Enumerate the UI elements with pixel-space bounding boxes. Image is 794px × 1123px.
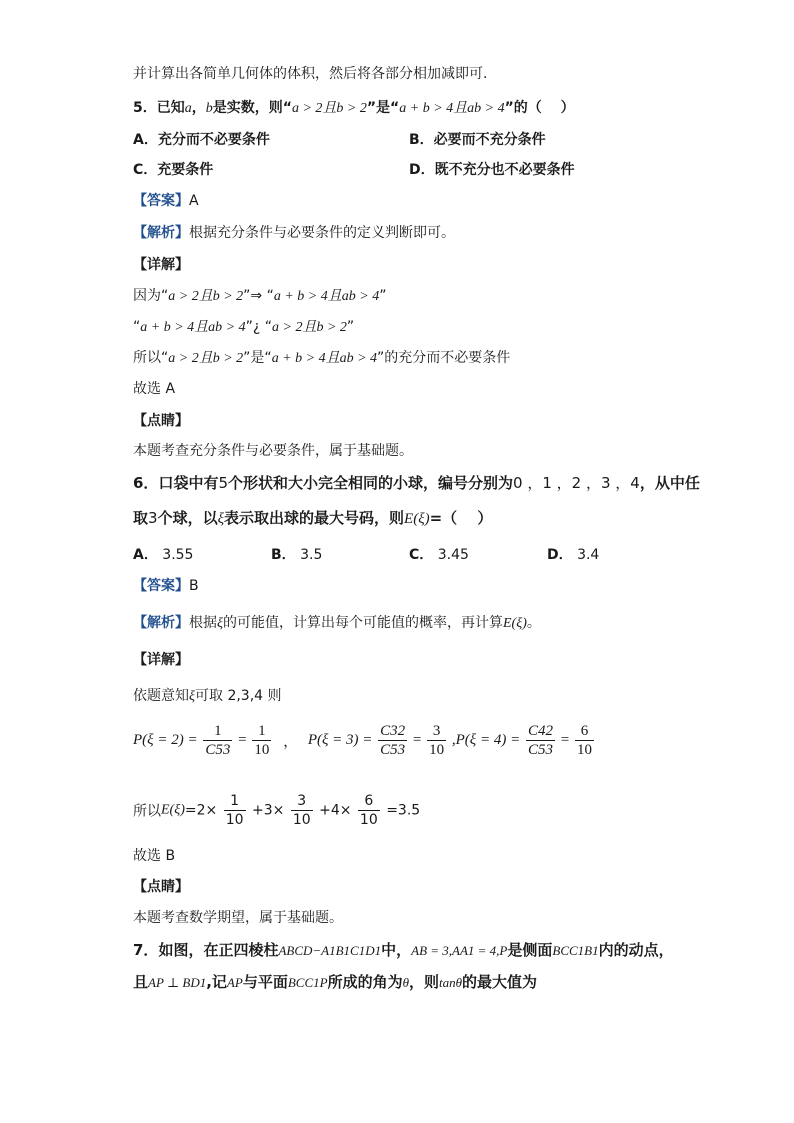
formula-lhs: ,P(ξ = 4) = (451, 732, 521, 748)
math-expression: AP (226, 975, 243, 990)
option-text: 3.5 (300, 547, 323, 563)
detail-text: ” (346, 319, 355, 335)
stem-text: 是实数，则“ (212, 100, 292, 116)
fraction (358, 792, 380, 829)
stem-text: 表示取出球的最大号码，则 (224, 509, 405, 527)
detail-line-1 (133, 686, 282, 707)
math-condition: a > 2且b > 2 (168, 351, 244, 366)
math-var: θ (402, 975, 409, 990)
fraction (378, 722, 407, 759)
option-c (409, 545, 469, 565)
math-condition: a > 2且b > 2 (272, 320, 347, 335)
math-var: ξ (217, 616, 223, 631)
math-expression: BCC1B1 (552, 943, 599, 958)
math-condition: a + b > 4且ab > 4 (273, 289, 380, 304)
fraction (252, 722, 271, 759)
comment-text: 本题考查数学期望，属于基础题。 (133, 910, 343, 926)
option-b (271, 545, 322, 565)
option-text: 3.4 (577, 547, 600, 563)
numerator: C42 (527, 723, 553, 739)
analysis-text: 的可能值，计算出每个可能值的概率，再计算 (223, 615, 503, 631)
math-expression: ABCD−A1B1C1D1 (278, 943, 382, 958)
question-7-stem-line-2 (133, 972, 537, 993)
detail-line-2 (133, 317, 354, 338)
sum-text: +4× (319, 802, 352, 819)
numerator: 1 (224, 792, 246, 811)
numerator: 1 (252, 722, 271, 741)
numerator: 6 (358, 792, 380, 811)
math-condition: a + b > 4且ab > 4 (140, 320, 246, 335)
stem-text: ”的（ ） (504, 100, 575, 116)
math-number: 3 (148, 509, 158, 527)
fraction (575, 722, 594, 759)
sum-text: +3× (251, 802, 285, 819)
analysis-text: 根据充分条件与必要条件的定义判断即可。 (189, 225, 455, 241)
math-condition: a + b > 4且ab > 4 (271, 351, 378, 366)
numerator: 3 (427, 722, 446, 741)
detail-text: ”⇒ “ (243, 288, 274, 304)
detail-line-3 (133, 348, 510, 369)
stem-text: 如图，在正四棱柱 (158, 941, 279, 959)
math-expectation: E(ξ) (404, 511, 430, 527)
probability-formulas (133, 722, 596, 759)
option-text: 充分而不必要条件 (157, 132, 270, 148)
comment-tag: 【点睛】 (133, 413, 189, 429)
numerator: C32 (380, 723, 406, 739)
fraction (427, 722, 446, 759)
detail-text: ”是“ (243, 350, 272, 366)
math-expression: tanθ (438, 975, 462, 990)
formula-lhs: P(ξ = 3) = (307, 732, 373, 748)
math-expression: BCC1P (287, 975, 328, 990)
detail-tag: 【详解】 (133, 257, 189, 273)
math-number: 5 (218, 474, 228, 492)
answer-tag: 【答案】 (133, 578, 189, 594)
analysis-line (133, 613, 541, 634)
denominator: 10 (576, 742, 592, 758)
analysis-tag: 【解析】 (133, 225, 189, 241)
detail-text: 可取 2,3,4 则 (195, 688, 282, 704)
detail-text: ”¿ “ (245, 319, 272, 335)
denominator: 10 (254, 742, 270, 758)
option-d (547, 545, 599, 565)
stem-text: ，从中任 (639, 474, 700, 492)
answer-line (133, 576, 199, 596)
stem-text: 取 (133, 509, 149, 527)
math-expectation: E(ξ) (161, 802, 185, 818)
math-condition: a + b > 4且ab > 4 (399, 101, 505, 116)
answer-line (133, 191, 199, 211)
denominator: 10 (429, 742, 445, 758)
formula-lhs: P(ξ = 2) = (133, 732, 198, 748)
option-d (409, 160, 575, 180)
denominator: 10 (225, 812, 244, 828)
detail-tag: 【详解】 (133, 652, 189, 668)
option-label: C． (133, 162, 158, 178)
math-condition: a > 2且b > 2 (291, 101, 367, 116)
stem-text: 口袋中有 (158, 474, 219, 492)
stem-text: 是侧面 (507, 941, 553, 959)
option-b (409, 130, 546, 150)
option-label: B． (271, 547, 296, 563)
math-condition: a > 2且b > 2 (168, 289, 244, 304)
detail-text: ”的充分而不必要条件 (377, 350, 511, 366)
numerator: 3 (291, 792, 313, 811)
stem-text: 内的动点， (598, 941, 674, 959)
fraction (203, 722, 232, 759)
math-var: b (205, 101, 213, 116)
detail-text: 依题意知 (133, 688, 189, 704)
detail-text: 因为“ (133, 288, 169, 304)
question-number: 6． (133, 474, 159, 492)
option-label: A． (133, 547, 158, 563)
stem-text: ”是“ (366, 100, 400, 116)
option-a (133, 545, 193, 565)
analysis-tag: 【解析】 (133, 615, 189, 631)
choose-line: 故选 B (133, 848, 176, 864)
equals-sign: = (412, 732, 422, 748)
sum-text: =2× (184, 802, 218, 819)
stem-text: 与平面 (242, 973, 288, 991)
question-5-stem (133, 98, 575, 119)
stem-text: =（ ） (429, 509, 493, 527)
stem-text: ，则 (408, 973, 439, 991)
math-expression: AB = 3,AA1 = 4,P (411, 943, 508, 958)
equals-sign: = (238, 732, 247, 748)
answer-tag: 【答案】 (133, 193, 189, 209)
denominator: C53 (380, 742, 406, 758)
math-var: ξ (189, 689, 195, 704)
analysis-text: 。 (526, 615, 541, 631)
fraction (224, 792, 246, 829)
option-text: 3.55 (162, 547, 194, 563)
fraction (291, 792, 313, 829)
option-a (133, 130, 270, 150)
comment-text: 本题考查充分条件与必要条件，属于基础题。 (133, 443, 413, 459)
stem-text: 所成的角为 (327, 973, 403, 991)
math-number: 0 ，1 ，2 ，3 ，4 (513, 474, 640, 492)
option-c (133, 160, 213, 180)
denominator: 10 (359, 812, 378, 828)
stem-text: 的最大值为 (461, 973, 537, 991)
numerator: 1 (203, 722, 232, 741)
fraction (526, 722, 555, 759)
math-var: ξ (217, 511, 225, 527)
analysis-text: 根据 (189, 615, 217, 631)
option-text: 3.45 (437, 547, 469, 563)
question-7-stem-line-1 (133, 940, 674, 961)
stem-text: 中， (381, 941, 412, 959)
detail-line-1 (133, 286, 386, 307)
choose-line: 故选 A (133, 381, 176, 397)
math-expression: AP ⊥ BD1 (148, 975, 207, 990)
answer-value: B (189, 578, 199, 594)
stem-text: 且 (133, 973, 149, 991)
denominator: C53 (205, 742, 231, 758)
detail-text: 所以“ (133, 350, 169, 366)
answer-value: A (189, 193, 199, 209)
option-label: A． (133, 132, 158, 148)
stem-text: ,记 (206, 973, 227, 991)
option-text: 必要而不充分条件 (433, 132, 546, 148)
stem-text: 个形状和大小完全相同的小球，编号分别为 (228, 474, 514, 492)
option-label: B． (409, 132, 434, 148)
question-number: 7． (133, 941, 159, 959)
stem-text: 已知 (156, 100, 185, 116)
expectation-formula (133, 792, 420, 829)
question-number: 5． (133, 100, 157, 116)
sum-text: 所以 (133, 803, 161, 820)
equals-sign: = (560, 732, 570, 748)
option-label: C． (409, 547, 434, 563)
denominator: C53 (527, 742, 553, 758)
denominator: 10 (292, 812, 311, 828)
option-label: D． (409, 162, 435, 178)
stem-text: ， (191, 100, 206, 116)
option-text: 充要条件 (157, 162, 214, 178)
stem-text: 个球，以 (157, 509, 218, 527)
sum-text: =3.5 (386, 802, 421, 819)
detail-text: “ (133, 319, 141, 335)
option-label: D． (547, 547, 573, 563)
comment-tag: 【点睛】 (133, 879, 189, 895)
detail-text: ” (379, 288, 387, 304)
question-6-stem-line-1 (133, 473, 700, 493)
numerator: 6 (575, 722, 594, 741)
intro-text: 并计算出各简单几何体的体积，然后将各部分相加减即可. (133, 66, 488, 82)
separator: ， (283, 734, 299, 750)
math-expectation: E(ξ) (503, 616, 527, 631)
option-text: 既不充分也不必要条件 (434, 162, 575, 178)
analysis-line (133, 223, 455, 243)
math-var: a (184, 101, 192, 116)
question-6-stem-line-2 (133, 508, 492, 529)
